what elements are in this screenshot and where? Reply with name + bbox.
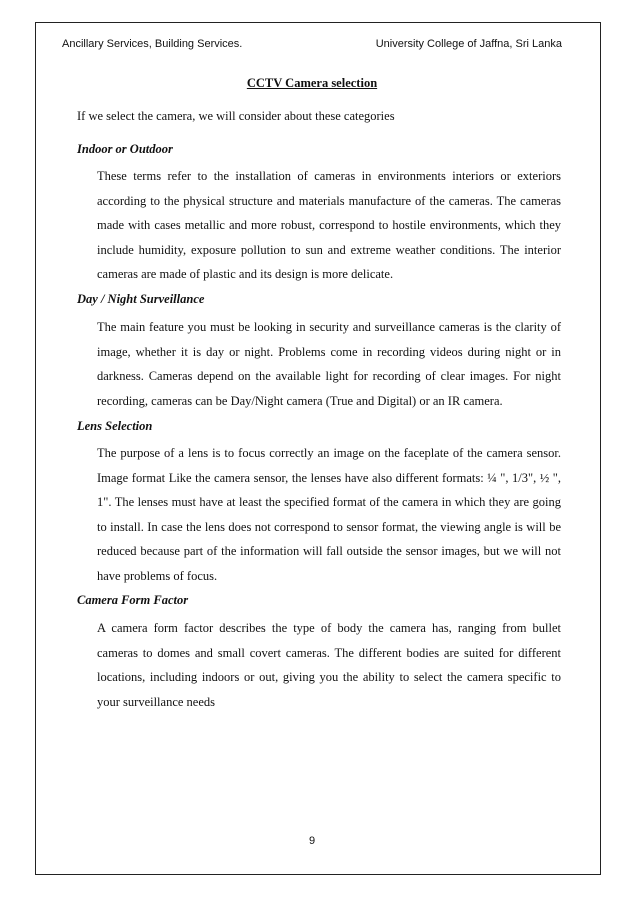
header-right-text: University College of Jaffna, Sri Lanka (375, 38, 562, 50)
section-body-day-night: The main feature you must be looking in security and surveillance cameras is the clarity of image, whether it is day or night. Problems come in recording videos during night or in darkness. Cameras depend on the available light for recording of clear images. For night recording, cameras can be Day/Night camera (True and Digital) or an IR camera. (97, 320, 561, 408)
page-header (62, 38, 562, 54)
page-title: CCTV Camera selection (246, 76, 378, 90)
page-number: 9 (308, 835, 316, 847)
section-body-indoor-outdoor: These terms refer to the installation of cameras in environments interiors or exteriors according to the physical structure and materials manufacture of the cameras. The cameras made with cases metallic and more robust, correspond to hostile environments, which they include humidity, exposure pollution to sun and extreme weather conditions. The interior cameras are made of plastic and its design is more delicate. (97, 169, 561, 281)
header-left-text: Ancillary Services, Building Services. (62, 38, 243, 50)
section-body-lens-selection: The purpose of a lens is to focus correctly an image on the faceplate of the camera sensor. Image format Like the camera sensor, the lenses have also different formats: ¼ ", 1/3", ½ ", 1". The lenses must have at least the specified format of the camera in which they are going to install. In case the lens does not correspond to sensor format, the viewing angle is will be reduced because part of the information will fall outside the sensor images, but we will not have problems of focus. (97, 446, 561, 583)
intro-paragraph: If we select the camera, we will consider about these categories (77, 109, 395, 123)
section-body-camera-form-factor: A camera form factor describes the type of body the camera has, ranging from bullet cameras to domes and small covert cameras. The different bodies are suited for different locations, including indoors or out, giving you the ability to select the camera specific to your surveillance needs (97, 621, 561, 709)
section-heading-lens-selection: Lens Selection (77, 419, 153, 433)
section-heading-indoor-outdoor: Indoor or Outdoor (77, 142, 173, 156)
section-heading-camera-form-factor: Camera Form Factor (77, 593, 189, 607)
section-heading-day-night: Day / Night Surveillance (77, 292, 205, 306)
